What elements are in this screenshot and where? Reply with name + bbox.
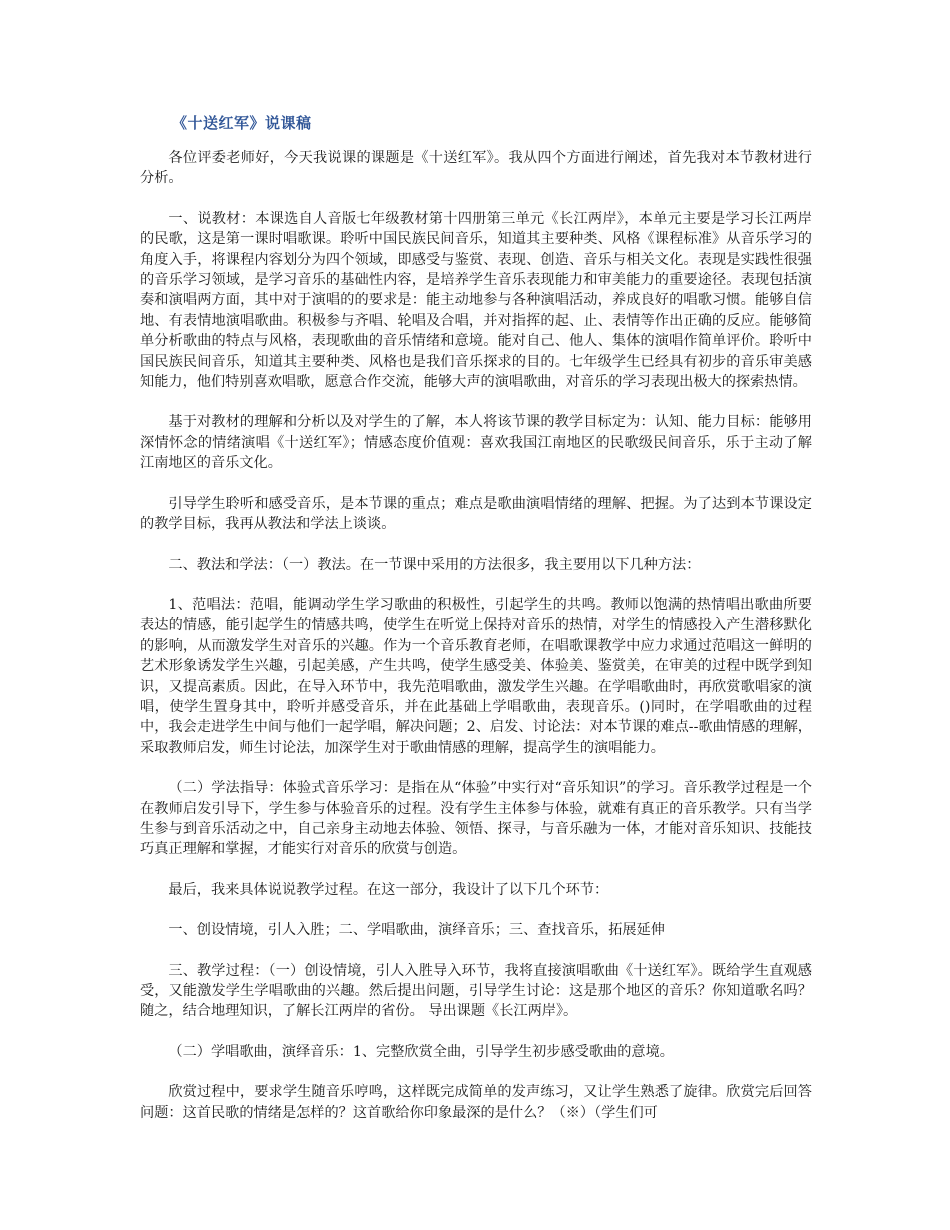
paragraph-methods-intro: 二、教法和学法：（一）教法。在一节课中采用的方法很多，我主要用以下几种方法： [168,556,701,573]
paragraph-learning-guidance: （二）学法指导：体验式音乐学习：是指在从“体验”中实行对“音乐知识”的学习。音乐教学过程是一个在教师启发引导下，学生参与体验音乐的过程。没有学生主体参与体验，就难有真正的音乐教学。只有当学生参与到音乐活动之中，自己亲身主动地去体验、领悟、探寻，与音乐融为一体，才能对音乐知识、技能技巧真正理解和掌握，才能实行对音乐的欣赏与创造。 [140,780,812,858]
paragraph-key-points: 引导学生聆听和感受音乐，是本节课的重点；难点是歌曲演唱情绪的理解、把握。为了达到本节课设定的教学目标，我再从教法和学法上谈谈。 [140,495,812,533]
paragraph-teaching-process: 三、教学过程：（一）创设情境，引人入胜导入环节，我将直接演唱歌曲《十送红军》。既给学生直观感受，又能激发学生学唱歌曲的兴趣。然后提出问题，引导学生讨论：这是那个地区的音乐？你知道歌名吗？随之，结合地理知识，了解长江两岸的省份。 导出课题《长江两岸》。 [140,962,812,1020]
paragraph-textbook: 一、说教材：本课选自人音版七年级教材第十四册第三单元《长江两岸》，本单元主要是学习长江两岸的民歌，这是第一课时唱歌课。聆听中国民族民间音乐，知道其主要种类、风格《课程标准》从音乐学习的角度入手，将课程内容划分为四个领域，即感受与鉴赏、表现、创造、音乐与相关文化。表现是实践性很强的音乐学习领域，是学习音乐的基础性内容，是培养学生音乐表现能力和审美能力的重要途径。表现包括演奏和演唱两方面，其中对于演唱的的要求是：能主动地参与各种演唱活动，养成良好的唱歌习惯。能够自信地、有表情地演唱歌曲。积极参与齐唱、轮唱及合唱，并对指挥的起、止、表情等作出正确的反应。能够简单分析歌曲的特点与风格，表现歌曲的音乐情绪和意境。能对自己、他人、集体的演唱作简单评价。聆听中国民族民间音乐，知道其主要种类、风格也是我们音乐探求的目的。七年级学生已经具有初步的音乐审美感知能力，他们特别喜欢唱歌，愿意合作交流，能够大声的演唱歌曲，对音乐的学习表现出极大的探索热情。 [140,210,812,391]
document-body [140,148,812,1143]
paragraph-demonstration-method: 1、范唱法：范唱，能调动学生学习歌曲的积极性，引起学生的共鸣。教师以饱满的热情唱出歌曲所要表达的情感，能引起学生的情感共鸣，使学生在听觉上保持对音乐的热情，对学生的情感投入产生潜移默化的影响，从而激发学生对音乐的兴趣。作为一个音乐教育老师，在唱歌课教学中应力求通过范唱这一鲜明的艺术形象诱发学生兴趣，引起美感，产生共鸣，使学生感受美、体验美、鉴赏美，在审美的过程中既学到知识，又提高素质。因此，在导入环节中，我先范唱歌曲，激发学生兴趣。在学唱歌曲时，再欣赏歌唱家的演唱，使学生置身其中，聆听并感受音乐，并在此基础上学唱歌曲，表现音乐。()同时，在学唱歌曲的过程中，我会走进学生中间与他们一起学唱，解决问题；2、启发、讨论法：对本节课的难点--歌曲情感的理解，采取教师启发，师生讨论法，加深学生对于歌曲情感的理解，提高学生的演唱能力。 [140,596,812,756]
document-title: 《十送红军》说课稿 [172,114,312,132]
paragraph-sections: 一、创设情境，引人入胜；二、学唱歌曲，演绎音乐；三、查找音乐，拓展延伸 [168,922,665,939]
paragraph-appreciation: 欣赏过程中，要求学生随音乐哼鸣，这样既完成简单的发声练习，又让学生熟悉了旋律。欣赏完后回答问题：这首民歌的情绪是怎样的？这首歌给你印象最深的是什么？（※）（学生们可 [140,1084,812,1121]
paragraph-greeting: 各位评委老师好，今天我说课的课题是《十送红军》。我从四个方面进行阐述，首先我对本节教材进行分析。 [140,150,812,187]
paragraph-learn-song: （二）学唱歌曲，演绎音乐：1、完整欣赏全曲，引导学生初步感受歌曲的意境。 [168,1043,674,1060]
paragraph-objectives: 基于对教材的理解和分析以及对学生的了解，本人将该节课的教学目标定为：认知、能力目标：能够用深情怀念的情绪演唱《十送红军》；情感态度价值观：喜欢我国江南地区的民歌级民间音乐，乐于主动了解江南地区的音乐文化。 [140,414,812,472]
paragraph-process-intro: 最后，我来具体说说教学过程。在这一部分，我设计了以下几个环节： [168,881,609,898]
